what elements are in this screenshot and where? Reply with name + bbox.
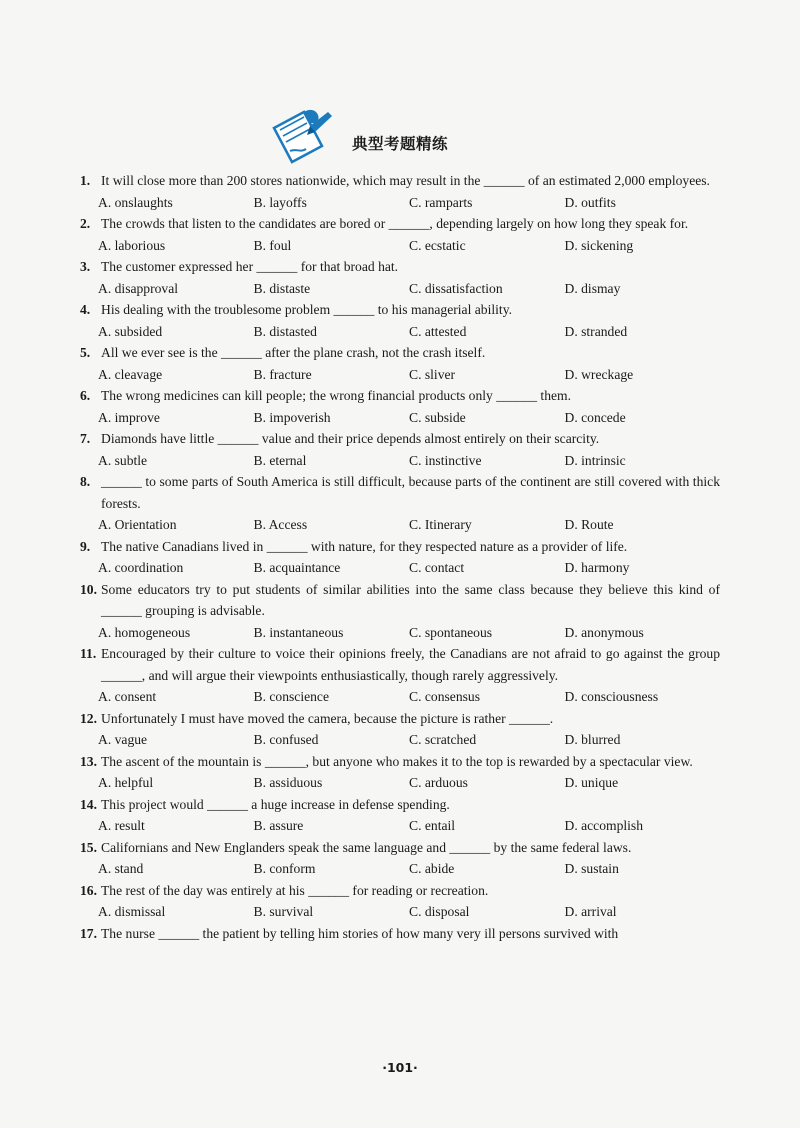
section-header: [270, 106, 570, 168]
answer-option: C. attested: [409, 323, 467, 339]
question-stem: [80, 643, 720, 686]
answer-option: D. stranded: [564, 323, 628, 339]
answer-options: [80, 235, 720, 257]
answer-option: B. eternal: [253, 452, 307, 468]
answer-option: B. conscience: [253, 689, 329, 704]
answer-option: C. ramparts: [409, 194, 473, 210]
question-text: This project would ______ a huge increase in defense spending.: [101, 796, 450, 812]
question-stem: [80, 213, 720, 235]
question-number: 2.: [80, 216, 91, 231]
question-number: 16.: [80, 882, 97, 898]
question-item: [80, 471, 720, 536]
answer-option: D. sickening: [564, 237, 634, 253]
answer-option: D. accomplish: [564, 818, 644, 833]
answer-option: B. distasted: [253, 323, 317, 339]
answer-options: [80, 557, 720, 579]
answer-option: A. coordination: [98, 560, 184, 575]
answer-option: A. cleavage: [98, 366, 163, 382]
question-stem: [80, 751, 720, 773]
question-item: [80, 880, 720, 923]
answer-options: [80, 686, 720, 708]
question-number: 13.: [80, 753, 97, 769]
answer-option: C. contact: [409, 560, 465, 575]
answer-option: D. sustain: [564, 861, 619, 876]
answer-option: A. helpful: [98, 775, 154, 790]
answer-option: B. distaste: [253, 280, 311, 296]
question-number: 5.: [80, 345, 91, 360]
question-item: [80, 579, 720, 644]
question-item: [80, 751, 720, 794]
question-stem: [80, 536, 720, 558]
answer-options: [80, 407, 720, 429]
answer-option: B. foul: [253, 237, 292, 253]
answer-options: [80, 192, 720, 214]
answer-options: [80, 858, 720, 880]
pencil-scroll-icon: [270, 106, 334, 164]
answer-option: A. Orientation: [98, 517, 177, 532]
question-number: 7.: [80, 431, 91, 446]
answer-option: A. onslaughts: [98, 194, 173, 210]
question-item: [80, 837, 720, 880]
answer-option: B. layoffs: [253, 194, 307, 210]
answer-option: A. laborious: [98, 237, 166, 253]
question-number: 1.: [80, 173, 91, 188]
answer-option: A. homogeneous: [98, 624, 191, 640]
question-text: The crowds that listen to the candidates are bored or ______, depending largely on how long they speak for.: [101, 216, 689, 231]
question-text: The nurse ______ the patient by telling him stories of how many very ill persons survived with: [101, 925, 619, 941]
answer-options: [80, 622, 720, 644]
answer-options: [80, 815, 720, 837]
answer-option: B. fracture: [253, 366, 312, 382]
answer-option: C. spontaneous: [409, 624, 493, 640]
question-stem: [80, 837, 720, 859]
question-text: The native Canadians lived in ______ with nature, for they respected nature as a provider of life.: [101, 538, 628, 554]
question-text: The wrong medicines can kill people; the wrong financial products only ______ them.: [101, 388, 571, 403]
answer-option: B. survival: [253, 904, 314, 919]
answer-option: C. consensus: [409, 689, 480, 704]
question-text: The customer expressed her ______ for that broad hat.: [101, 259, 399, 274]
answer-options: [80, 901, 720, 923]
answer-option: D. anonymous: [564, 624, 644, 640]
question-number: 4.: [80, 302, 91, 317]
answer-options: [80, 450, 720, 472]
question-stem: [80, 256, 720, 278]
question-stem: [80, 794, 720, 816]
question-stem: [80, 471, 720, 514]
answer-option: D. blurred: [564, 732, 621, 747]
answer-option: B. Access: [253, 517, 308, 532]
question-number: 8.: [80, 474, 91, 489]
question-item: [80, 342, 720, 385]
answer-option: D. Route: [564, 517, 614, 532]
question-number: 11.: [80, 646, 97, 661]
answer-option: D. arrival: [564, 904, 617, 919]
answer-option: B. acquaintance: [253, 560, 341, 575]
question-number: 15.: [80, 839, 97, 855]
question-number: 12.: [80, 710, 97, 726]
question-item: [80, 213, 720, 256]
answer-options: [80, 321, 720, 343]
question-number: 14.: [80, 796, 97, 812]
answer-option: D. intrinsic: [564, 452, 626, 468]
answer-option: D. unique: [564, 775, 619, 790]
question-number: 17.: [80, 925, 97, 941]
answer-option: B. instantaneous: [253, 624, 344, 640]
answer-option: C. scratched: [409, 732, 477, 747]
question-item: [80, 708, 720, 751]
answer-option: C. sliver: [409, 366, 456, 382]
answer-option: C. disposal: [409, 904, 470, 919]
answer-option: A. subtle: [98, 452, 148, 468]
question-item: [80, 794, 720, 837]
question-stem: [80, 170, 720, 192]
question-text: All we ever see is the ______ after the plane crash, not the crash itself.: [101, 345, 486, 360]
answer-option: D. outfits: [564, 194, 616, 210]
question-text: It will close more than 200 stores nationwide, which may result in the ______ of an estimated 2,000 employees.: [101, 173, 710, 188]
answer-options: [80, 364, 720, 386]
answer-options: [80, 514, 720, 536]
answer-option: A. dismissal: [98, 904, 166, 919]
question-text: The rest of the day was entirely at his ______ for reading or recreation.: [101, 882, 489, 898]
section-title: 典型考题精练: [352, 135, 449, 153]
answer-option: A. stand: [98, 861, 144, 876]
answer-options: [80, 729, 720, 751]
question-item: [80, 923, 720, 945]
answer-options: [80, 278, 720, 300]
answer-option: C. abide: [409, 861, 455, 876]
answer-option: B. impoverish: [253, 409, 331, 425]
question-stem: [80, 342, 720, 364]
question-stem: [80, 579, 720, 622]
answer-option: C. Itinerary: [409, 517, 472, 532]
question-item: [80, 170, 720, 213]
question-text: Unfortunately I must have moved the camera, because the picture is rather ______.: [101, 710, 554, 726]
answer-option: A. vague: [98, 732, 148, 747]
question-number: 9.: [80, 538, 91, 554]
question-text: Diamonds have little ______ value and their price depends almost entirely on their scarcity.: [101, 431, 600, 446]
answer-option: A. disapproval: [98, 280, 179, 296]
answer-option: D. wreckage: [564, 366, 634, 382]
page-number: ·101·: [382, 1060, 418, 1075]
question-stem: [80, 923, 720, 945]
answer-option: D. dismay: [564, 280, 621, 296]
answer-option: A. improve: [98, 409, 160, 425]
answer-option: C. arduous: [409, 775, 468, 790]
question-stem: [80, 299, 720, 321]
question-number: 3.: [80, 259, 91, 274]
answer-option: A. subsided: [98, 323, 163, 339]
answer-option: D. concede: [564, 409, 626, 425]
question-stem: [80, 385, 720, 407]
question-number: 10.: [80, 581, 97, 597]
question-text: Californians and New Englanders speak the same language and ______ by the same federal laws.: [101, 839, 632, 855]
answer-options: [80, 772, 720, 794]
answer-option: B. conform: [253, 861, 316, 876]
answer-option: A. consent: [98, 689, 157, 704]
question-item: [80, 536, 720, 579]
answer-option: C. instinctive: [409, 452, 482, 468]
question-stem: [80, 428, 720, 450]
answer-option: D. consciousness: [564, 689, 659, 704]
question-text: Encouraged by their culture to voice their opinions freely, the Canadians are not afraid to go against the group ______, and will argue their viewpoints enthusiastically, though rarely aggressively.: [101, 646, 720, 683]
question-item: [80, 385, 720, 428]
answer-option: B. confused: [253, 732, 319, 747]
answer-option: C. dissatisfaction: [409, 280, 503, 296]
answer-option: B. assure: [253, 818, 304, 833]
question-list: [80, 170, 720, 944]
answer-option: C. subside: [409, 409, 466, 425]
question-text: The ascent of the mountain is ______, but anyone who makes it to the top is rewarded by a spectacular view.: [101, 753, 693, 769]
answer-option: C. ecstatic: [409, 237, 466, 253]
question-item: [80, 643, 720, 708]
question-stem: [80, 880, 720, 902]
question-item: [80, 299, 720, 342]
answer-option: D. harmony: [564, 560, 630, 575]
question-item: [80, 428, 720, 471]
question-item: [80, 256, 720, 299]
answer-option: B. assiduous: [253, 775, 323, 790]
answer-option: A. result: [98, 818, 145, 833]
answer-option: C. entail: [409, 818, 456, 833]
question-text: ______ to some parts of South America is still difficult, because parts of the continent are still covered with thick forests.: [101, 474, 720, 511]
question-text: His dealing with the troublesome problem ______ to his managerial ability.: [101, 302, 513, 317]
question-stem: [80, 708, 720, 730]
question-number: 6.: [80, 388, 91, 403]
question-text: Some educators try to put students of similar abilities into the same class because they believe this kind of ______ grouping is advisable.: [101, 581, 720, 618]
